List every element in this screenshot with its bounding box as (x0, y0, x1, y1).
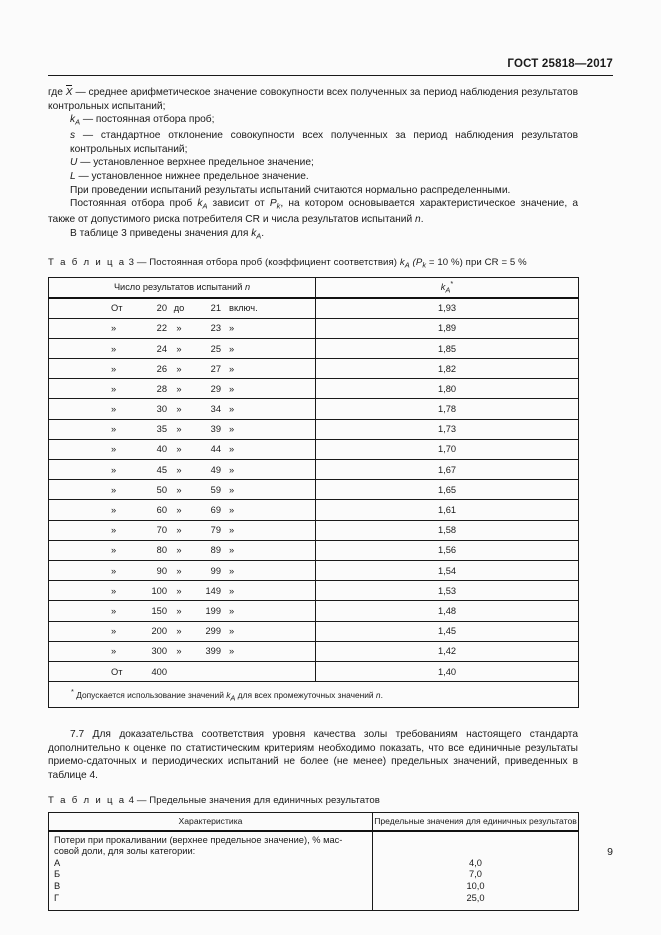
range-group (111, 424, 253, 434)
range-suffix: » (229, 404, 235, 415)
range-to: 69 (210, 505, 221, 515)
range-prefix: » (111, 605, 117, 616)
table4-limit-cell (373, 831, 579, 911)
range-mid: » (176, 605, 182, 616)
range-to: 49 (210, 464, 221, 475)
table-row (49, 560, 579, 580)
range-from: 50 (156, 484, 167, 495)
range-to: 299 (205, 626, 221, 637)
table3-cell-range (49, 379, 316, 399)
range-from: 20 (156, 303, 167, 314)
ka-subscript-inline: A (202, 201, 208, 211)
table3-cell-range (49, 581, 316, 601)
table3-cell-range (49, 460, 316, 480)
ka-symbol-inline: k (197, 198, 203, 210)
range-prefix: » (111, 424, 117, 435)
table3-header-k (316, 277, 579, 298)
range-mid: » (176, 484, 182, 495)
where-prefix: где (48, 87, 66, 98)
table3-cell-range (49, 359, 316, 379)
table3-caption-label: Т а б л и ц а (48, 257, 126, 269)
range-suffix: » (229, 424, 235, 435)
ka-subscript: A (75, 117, 81, 127)
table3-caption (48, 256, 578, 272)
table3-header-k-symbol: k (440, 282, 446, 293)
paragraph-x-definition (48, 86, 578, 113)
range-from: 45 (156, 464, 167, 475)
range-prefix: От (111, 666, 123, 677)
range-suffix: » (229, 323, 235, 334)
range-from: 40 (156, 444, 167, 455)
table-row (49, 540, 579, 560)
range-from: 35 (156, 424, 167, 435)
table4-limit-values (48, 812, 579, 912)
range-prefix: » (111, 585, 117, 596)
table3-cell-ka-value: 1,82 (316, 359, 579, 379)
paragraph-ka-depends (48, 197, 578, 227)
table4-caption-label: Т а б л и ц а (48, 794, 126, 806)
table3-cell-ka-value: 1,58 (316, 520, 579, 540)
range-group (111, 586, 253, 596)
footnote-asterisk: * (71, 686, 74, 696)
range-to: 199 (205, 605, 221, 616)
range-to: 399 (205, 646, 221, 657)
range-to: 29 (210, 383, 221, 394)
range-from: 200 (151, 626, 167, 637)
page-content (48, 86, 578, 911)
table3-header-k-asterisk: * (450, 279, 454, 289)
paragraph-l-definition (48, 170, 578, 184)
range-prefix: » (111, 383, 117, 394)
table3-cell-ka-value: 1,93 (316, 298, 579, 319)
ka-depends-text-d: . (420, 214, 424, 226)
table4-header-limit: Предельные значения для единичных результатов (373, 812, 579, 831)
range-prefix: » (111, 646, 117, 657)
table4-row (49, 831, 579, 911)
range-from: 70 (156, 525, 167, 536)
table-row (49, 439, 579, 459)
range-group (111, 364, 253, 374)
range-from: 90 (156, 565, 167, 576)
table3-cell-ka-value: 1,45 (316, 621, 579, 641)
range-mid: до (173, 303, 185, 314)
footnote-text-a: Допускается использование значений (73, 689, 227, 700)
range-group (111, 344, 253, 354)
range-to: 59 (210, 484, 221, 495)
table3-cell-range (49, 601, 316, 621)
table-row (49, 298, 579, 319)
table3-cell-ka-value: 1,42 (316, 641, 579, 661)
ka-symbol: k (70, 114, 76, 126)
range-group (111, 646, 253, 656)
table4-category-name: В (54, 881, 61, 892)
paragraph-s-definition (48, 129, 578, 156)
range-group (111, 323, 253, 333)
range-prefix: » (111, 505, 117, 515)
range-from: 300 (151, 646, 167, 657)
table3-caption-psub: k (422, 260, 427, 270)
range-group (111, 545, 253, 555)
range-suffix: включ. (229, 303, 258, 314)
range-mid: » (176, 383, 182, 394)
table3-cell-ka-value: 1,40 (316, 661, 579, 681)
range-prefix: От (111, 303, 123, 314)
range-mid: » (176, 464, 182, 475)
range-prefix: » (111, 525, 117, 536)
table3-footnote (49, 682, 579, 708)
range-suffix: » (229, 505, 235, 515)
table3-cell-range (49, 399, 316, 419)
table4-caption (48, 794, 578, 807)
table4-category-name: А (54, 857, 61, 868)
table3-caption-ksub: A (404, 260, 410, 270)
range-from: 150 (151, 605, 167, 616)
table3-cell-range (49, 298, 316, 319)
range-from: 24 (156, 343, 167, 354)
range-prefix: » (111, 545, 117, 556)
see-table3-text-a: В таблице 3 приведены значения для (70, 227, 252, 239)
table3-cell-range (49, 661, 316, 681)
table-row (49, 359, 579, 379)
table3-header-k-subscript: A (445, 285, 451, 295)
pk-symbol: P (269, 198, 277, 210)
table-row (49, 641, 579, 661)
range-prefix: » (111, 464, 117, 475)
range-prefix: » (111, 363, 117, 374)
table-row (49, 480, 579, 500)
range-from: 60 (156, 505, 167, 515)
table3-cell-ka-value: 1,54 (316, 560, 579, 580)
table3-cell-ka-value: 1,89 (316, 318, 579, 338)
footnote-text-c: . (380, 689, 383, 700)
table3-caption-p: P (415, 257, 423, 269)
paragraph-normal-distribution: При проведении испытаний результаты испытаний считаются нормально распределенными. (70, 184, 511, 196)
range-mid: » (176, 585, 182, 596)
paragraph-7-7: 7.7 Для доказательства соответствия уровня качества золы требованиям настоящего стандарта дополнительно к оценке по статистическим критериям необходимо показать, что все единичные результаты приемо-сдаточных и периодических испытаний не более (не менее) предельных значений, приведенных в таблице 4. (48, 729, 578, 782)
range-to: 89 (210, 545, 221, 556)
range-suffix: » (229, 464, 235, 475)
range-suffix: » (229, 383, 235, 394)
range-mid: » (176, 545, 182, 556)
table3-caption-equation: = 10 %) при CR = 5 % (426, 257, 527, 269)
range-mid: » (176, 626, 182, 637)
table3-cell-range (49, 318, 316, 338)
range-group (111, 505, 253, 515)
table-row (49, 661, 579, 681)
x-definition-text: — среднее арифметическое значение совокупности всех полученных за период наблюдения результатов контрольных испытаний; (48, 87, 579, 112)
ka-depends-text-c: , на котором основывается характеристическое значение, а также от допустимого риска потребителя CR и числа результатов испытаний (48, 198, 578, 226)
range-suffix: » (229, 585, 235, 596)
range-suffix: » (229, 363, 235, 374)
range-mid: » (176, 424, 182, 435)
table4-label-line2: совой доли, для золы категории: (54, 846, 196, 857)
range-group (111, 404, 253, 414)
range-suffix: » (229, 646, 235, 657)
table3-caption-k: k (399, 257, 405, 269)
table3-header-row (49, 277, 579, 298)
footnote-text-b: для всех промежуточных значений (235, 689, 376, 700)
n-symbol: n (415, 214, 421, 226)
l-symbol: L (70, 171, 76, 183)
range-group (111, 525, 253, 535)
range-mid: » (176, 323, 182, 334)
table3-footnote-row (49, 682, 579, 708)
paragraph-ka-definition (48, 113, 578, 129)
table3-cell-range (49, 540, 316, 560)
ka-subscript-table3ref: A (256, 231, 262, 241)
table4-category-value: 4,0 (469, 857, 482, 868)
u-definition-text: — установленное верхнее предельное значение; (77, 157, 314, 169)
range-from: 400 (151, 666, 167, 677)
table4-category-value: 10,0 (466, 881, 485, 892)
range-from: 22 (156, 323, 167, 334)
range-prefix: » (111, 323, 117, 334)
footnote-n-symbol: n (375, 689, 381, 700)
u-symbol: U (70, 157, 78, 169)
l-definition-text: — установленное нижнее предельное значение. (75, 171, 309, 183)
range-mid: » (176, 565, 182, 576)
ka-depends-text-b: зависит от (207, 198, 270, 210)
range-to: 34 (210, 404, 221, 415)
table4-body (49, 831, 579, 911)
table3-caption-paren: ( (409, 257, 416, 269)
range-prefix: » (111, 565, 117, 576)
range-to: 21 (210, 303, 221, 314)
document-standard-code: ГОСТ 25818—2017 (507, 58, 613, 70)
range-prefix: » (111, 484, 117, 495)
x-bar-symbol: X (65, 87, 73, 98)
table-row (49, 338, 579, 358)
range-to: 79 (210, 525, 221, 536)
range-group (111, 626, 253, 636)
range-mid: » (176, 525, 182, 536)
range-to: 99 (210, 565, 221, 576)
s-definition-text: — стандартное отклонение совокупности всех полученных за период наблюдения результатов контрольных испытаний; (70, 130, 578, 155)
paragraph-u-definition (48, 156, 578, 170)
paragraph-see-table3 (48, 227, 578, 243)
range-group (111, 444, 253, 454)
range-from: 100 (151, 585, 167, 596)
range-group (111, 606, 253, 616)
table3-cell-ka-value: 1,56 (316, 540, 579, 560)
range-to: 39 (210, 424, 221, 435)
table3-cell-range (49, 500, 316, 520)
table3-cell-range (49, 439, 316, 459)
pk-subscript: k (276, 201, 281, 211)
range-mid: » (176, 363, 182, 374)
table4-characteristic-cell (49, 831, 373, 911)
table-row (49, 318, 579, 338)
range-from: 26 (156, 363, 167, 374)
range-suffix: » (229, 484, 235, 495)
table4-header-row (49, 812, 579, 831)
table3-cell-range (49, 560, 316, 580)
s-symbol: s (70, 130, 76, 142)
range-to: 23 (210, 323, 221, 334)
range-mid: » (176, 343, 182, 354)
range-prefix: » (111, 444, 117, 455)
range-from: 30 (156, 404, 167, 415)
table3-cell-ka-value: 1,73 (316, 419, 579, 439)
table3-cell-ka-value: 1,78 (316, 399, 579, 419)
table3-cell-range (49, 520, 316, 540)
range-to: 25 (210, 343, 221, 354)
range-group (111, 566, 253, 576)
page-number: 9 (607, 846, 613, 858)
range-group (111, 485, 253, 495)
range-suffix: » (229, 444, 235, 455)
table-row (49, 581, 579, 601)
ka-depends-text-a: Постоянная отбора проб (70, 198, 198, 210)
table3-cell-range (49, 480, 316, 500)
range-prefix: » (111, 404, 117, 415)
range-suffix: » (229, 525, 235, 536)
table4-label-line1: Потери при прокаливании (верхнее предельное значение), % мас- (54, 834, 343, 845)
range-group (111, 303, 258, 314)
range-group (111, 667, 253, 677)
table3-cell-ka-value: 1,61 (316, 500, 579, 520)
range-group (111, 465, 253, 475)
table4-caption-title: — Предельные значения для единичных результатов (136, 794, 380, 806)
range-suffix: » (229, 343, 235, 354)
table4-header-characteristic: Характеристика (49, 812, 373, 831)
table3-cell-ka-value: 1,53 (316, 581, 579, 601)
table4-category-values (377, 858, 574, 904)
table3-caption-number: 3 (125, 257, 137, 269)
table4-category-value: 25,0 (466, 892, 485, 903)
footnote-k-subscript: A (230, 693, 236, 703)
table3-sampling-constant (48, 277, 579, 709)
range-suffix: » (229, 605, 235, 616)
range-mid: » (176, 444, 182, 455)
table4-category-name: Г (54, 892, 60, 903)
table3-cell-range (49, 419, 316, 439)
table3-cell-ka-value: 1,67 (316, 460, 579, 480)
table3-cell-ka-value: 1,70 (316, 439, 579, 459)
table3-cell-ka-value: 1,80 (316, 379, 579, 399)
table3-header-n-symbol: n (244, 282, 251, 293)
range-suffix: » (229, 626, 235, 637)
table-row (49, 419, 579, 439)
footnote-k-symbol: k (226, 689, 231, 700)
ka-symbol-table3ref: k (251, 227, 257, 239)
table4-category-value: 7,0 (469, 869, 482, 880)
range-suffix: » (229, 565, 235, 576)
table-row (49, 460, 579, 480)
table3-cell-ka-value: 1,85 (316, 338, 579, 358)
table3-cell-range (49, 338, 316, 358)
table3-cell-range (49, 621, 316, 641)
range-prefix: » (111, 343, 117, 354)
table4-category-name: Б (54, 869, 61, 880)
table3-cell-ka-value: 1,48 (316, 601, 579, 621)
table3-cell-range (49, 641, 316, 661)
ka-definition-text: — постоянная отбора проб; (80, 114, 215, 126)
table3-header-n-text: Число результатов испытаний (113, 282, 245, 293)
table3-body (49, 298, 579, 708)
table-row (49, 500, 579, 520)
range-prefix: » (111, 626, 117, 637)
range-mid: » (176, 404, 182, 415)
table4-category-names (54, 858, 368, 904)
range-mid: » (176, 505, 182, 515)
table-row (49, 399, 579, 419)
table-row (49, 379, 579, 399)
table-row (49, 621, 579, 641)
table3-caption-title: — Постоянная отбора проб (коэффициент соответствия) (136, 257, 400, 269)
table-row (49, 601, 579, 621)
range-suffix: » (229, 545, 235, 556)
see-table3-text-b: . (261, 227, 265, 239)
range-from: 28 (156, 383, 167, 394)
table4-caption-number: 4 (125, 794, 137, 806)
range-to: 27 (210, 363, 221, 374)
range-group (111, 384, 253, 394)
table3-cell-ka-value: 1,65 (316, 480, 579, 500)
range-to: 149 (205, 585, 221, 596)
table-row (49, 520, 579, 540)
table3-header-n (49, 277, 316, 298)
range-to: 44 (210, 444, 221, 455)
header-divider-rule (48, 75, 613, 76)
range-from: 80 (156, 545, 167, 556)
range-mid: » (176, 646, 182, 657)
